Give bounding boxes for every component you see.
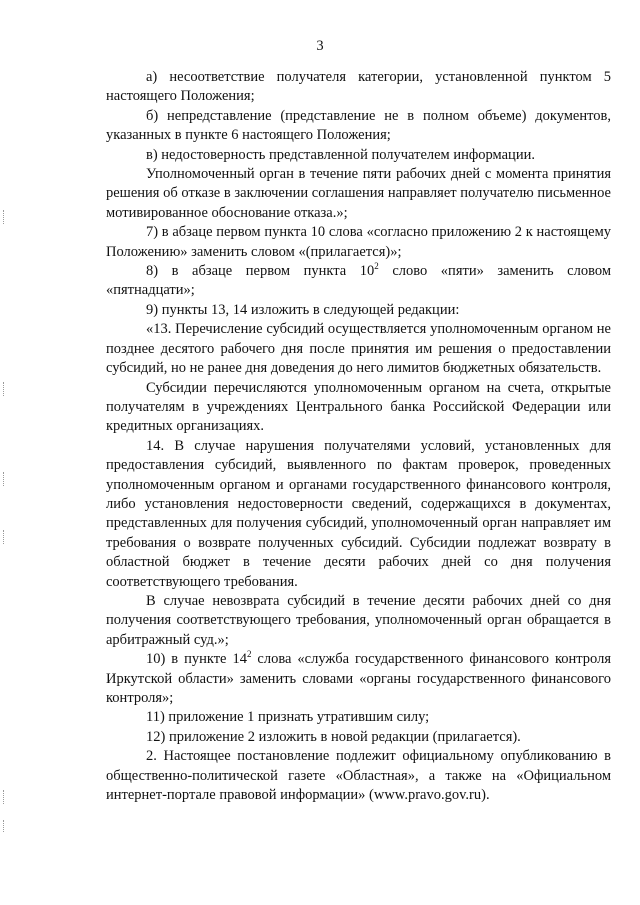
paragraph-clause-14: 14. В случае нарушения получателями условий, установленных для предоставления субсидий, выявленного по фактам проверок, проведенных уполномоченным органом и органами государственного финансового контроля, либо установления недостоверности сведений, содержащихся в документах, представленных для получения субсидий, уполномоченный орган направляет им требования о возврате полученных субсидий. Субсидии подлежат возврату в областной бюджет в течение десяти рабочих дней со дня получения соответствующего требования. (106, 437, 611, 590)
item-8-text-end: слово «пяти» заменить словом «пятнадцати»; (106, 263, 611, 299)
left-margin-marks (0, 0, 30, 905)
paragraph-item-11: 11) приложение 1 признать утратившим силу; (146, 709, 430, 726)
document-body (106, 68, 611, 805)
paragraph-publication: 2. Настоящее постановление подлежит официальному опубликованию в общественно-политической газете «Областная», а также на «Официальном интернет-портале правовой информации» (www.pravo.gov.ru). (106, 748, 611, 804)
paragraph-non-return: В случае невозврата субсидий в течение десяти рабочих дней со дня получения соответствующего требования, уполномоченный орган обращается в арбитражный суд.»; (106, 592, 611, 648)
margin-mark (3, 820, 5, 832)
margin-mark (3, 790, 5, 804)
paragraph-item-10 (106, 650, 611, 708)
item-8-superscript: 2 (374, 261, 379, 272)
paragraph-v: в) недостоверность представленной получателем информации. (146, 146, 535, 163)
margin-mark (3, 382, 5, 396)
page-number: 3 (316, 38, 324, 54)
paragraph-item-9: 9) пункты 13, 14 изложить в следующей редакции: (146, 301, 460, 318)
item-10-text-end: слова «служба государственного финансового контроля Иркутской области» заменить словами «органы государственного финансового контроля»; (106, 651, 611, 706)
margin-mark (3, 210, 5, 224)
item-10-superscript: 2 (246, 649, 252, 660)
paragraph-item-8 (106, 262, 611, 301)
paragraph-a: а) несоответствие получателя категории, установленной пунктом 5 настоящего Положения; (106, 69, 611, 105)
paragraph-subsidy-transfer: Субсидии перечисляются уполномоченным органом на счета, открытые получателям в учреждениях Центрального банка Российской Федерации или кредитных организациях. (106, 379, 611, 435)
paragraph-refusal-notice: Уполномоченный орган в течение пяти рабочих дней с момента принятия решения об отказе в заключении соглашения направляет получателю письменное мотивированное обоснование отказа.»; (106, 166, 611, 221)
paragraph-item-7: 7) в абзаце первом пункта 10 слова «согласно приложению 2 к настоящему Положению» заменить словом «(прилагается)»; (106, 224, 611, 260)
margin-mark (3, 530, 5, 544)
item-10-text-start: 10) в пункте 14 (146, 651, 247, 668)
paragraph-item-12: 12) приложение 2 изложить в новой редакции (прилагается). (146, 728, 521, 745)
margin-mark (3, 472, 5, 486)
paragraph-clause-13: «13. Перечисление субсидий осуществляется уполномоченным органом не позднее десятого рабочего дня после принятия им решения о предоставлении субсидий, но не ранее дня доведения до него лимитов бюджетных обязательств. (106, 321, 611, 377)
item-8-text-start: 8) в абзаце первом пункта 10 (146, 263, 375, 280)
paragraph-b: б) непредставление (представление не в полном объеме) документов, указанных в пункте 6 настоящего Положения; (106, 107, 611, 144)
